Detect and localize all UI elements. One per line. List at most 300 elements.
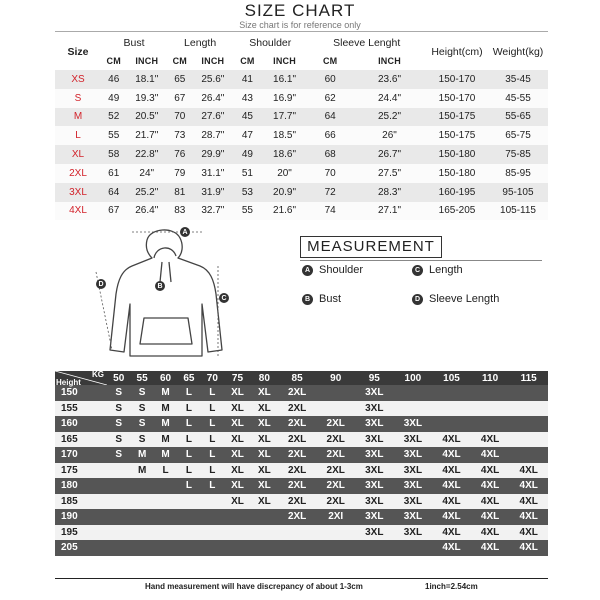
height-cell: 205	[55, 540, 107, 556]
size-cell: XL	[224, 478, 251, 494]
size-cell	[130, 494, 153, 510]
weight-header: 95	[355, 371, 394, 385]
legend-label: Bust	[319, 293, 342, 305]
size-cell: M	[130, 463, 153, 479]
table-row	[55, 89, 548, 108]
size-cell: XS	[55, 70, 101, 89]
size-cell	[201, 509, 224, 525]
size-cell: 3XL	[55, 183, 101, 202]
weight-header: 75	[224, 371, 251, 385]
table-cell: 81	[167, 183, 192, 202]
size-cell: 4XL	[471, 432, 510, 448]
size-cell	[471, 385, 510, 401]
size-table	[55, 34, 548, 220]
table-cell: 28.7"	[193, 126, 234, 145]
table-cell: 85-95	[488, 164, 548, 183]
table-row	[55, 108, 548, 127]
table-row	[55, 401, 548, 417]
size-cell: 4XL	[471, 525, 510, 541]
height-cell: 160	[55, 416, 107, 432]
table-cell: 22.8"	[126, 145, 167, 164]
legend-label: Shoulder	[319, 264, 364, 276]
size-cell	[316, 385, 355, 401]
size-cell	[432, 401, 471, 417]
table-cell: 67	[167, 89, 192, 108]
size-cell	[201, 525, 224, 541]
size-cell	[177, 525, 200, 541]
height-label: Height	[56, 378, 81, 387]
size-cell: 2XL	[316, 463, 355, 479]
size-cell: 4XL	[432, 509, 471, 525]
table-cell: 21.6"	[262, 202, 308, 221]
size-cell: M	[154, 432, 177, 448]
size-cell: XL	[224, 463, 251, 479]
table-cell: 53	[233, 183, 262, 202]
size-cell: 2XL	[316, 494, 355, 510]
size-cell: L	[201, 463, 224, 479]
size-cell	[130, 525, 153, 541]
size-cell	[224, 509, 251, 525]
table-cell: 35-45	[488, 70, 548, 89]
size-cell	[154, 478, 177, 494]
legend-letter: B	[302, 294, 313, 305]
size-cell: L	[201, 401, 224, 417]
table-row	[55, 540, 548, 556]
legend-letter: A	[302, 265, 313, 276]
size-cell: 2XL	[278, 432, 317, 448]
size-cell	[154, 509, 177, 525]
size-cell: XL	[251, 385, 278, 401]
unit-header: INCH	[201, 55, 225, 66]
table-cell: 95-105	[488, 183, 548, 202]
size-cell: 4XL	[432, 494, 471, 510]
table-cell: 20"	[262, 164, 308, 183]
table-cell: 160-195	[426, 183, 488, 202]
size-cell	[432, 385, 471, 401]
table-cell: 25.6"	[193, 70, 234, 89]
size-cell: L	[201, 478, 224, 494]
table-row	[55, 432, 548, 448]
size-cell	[278, 525, 317, 541]
size-cell: XL	[251, 416, 278, 432]
table-cell: 26.7"	[353, 145, 426, 164]
size-cell: 4XL	[55, 202, 101, 221]
weight-header: 70	[201, 371, 224, 385]
table-cell: 64	[307, 108, 353, 127]
size-cell: 2XL	[278, 447, 317, 463]
table-cell: 18.6"	[262, 145, 308, 164]
table-cell: 45	[233, 108, 262, 127]
size-cell: L	[201, 447, 224, 463]
size-cell: XL	[224, 416, 251, 432]
weight-header: 65	[177, 371, 200, 385]
marker-c: C	[219, 293, 229, 303]
kg-label: KG	[92, 370, 104, 379]
table-row	[55, 202, 548, 221]
size-cell: S	[130, 401, 153, 417]
table-row	[55, 478, 548, 494]
table-cell: 52	[101, 108, 126, 127]
table-cell: 60	[307, 70, 353, 89]
size-cell	[394, 401, 433, 417]
table-cell: 29.9"	[193, 145, 234, 164]
table-cell: 66	[307, 126, 353, 145]
size-cell: 2XL	[55, 164, 101, 183]
weight-header: 110	[471, 371, 510, 385]
height-cell: 190	[55, 509, 107, 525]
size-cell	[394, 540, 433, 556]
size-cell: 4XL	[432, 478, 471, 494]
marker-d: D	[96, 279, 106, 289]
size-cell	[509, 447, 548, 463]
table-cell: 28.3"	[353, 183, 426, 202]
size-cell: L	[177, 401, 200, 417]
table-cell: 18.5"	[262, 126, 308, 145]
size-cell: S	[130, 385, 153, 401]
size-cell: S	[55, 89, 101, 108]
table-cell: 45-55	[488, 89, 548, 108]
table-cell: 19.3"	[126, 89, 167, 108]
table-cell: 61	[101, 164, 126, 183]
size-cell: 4XL	[509, 494, 548, 510]
unit-header: CM	[240, 55, 255, 66]
size-cell: 4XL	[432, 447, 471, 463]
weight-header: 50	[107, 371, 130, 385]
table-cell: 65-75	[488, 126, 548, 145]
size-cell: XL	[224, 447, 251, 463]
table-cell: 55	[101, 126, 126, 145]
size-cell: 4XL	[432, 432, 471, 448]
unit-header: INCH	[378, 55, 401, 66]
table-cell: 49	[233, 145, 262, 164]
size-cell: 4XL	[509, 525, 548, 541]
size-cell	[177, 509, 200, 525]
size-cell: 3XL	[355, 494, 394, 510]
table-cell: 165-205	[426, 202, 488, 221]
size-cell	[251, 525, 278, 541]
size-cell: L	[201, 416, 224, 432]
hoodie-body-outline	[110, 230, 222, 356]
size-cell: 3XL	[355, 509, 394, 525]
size-cell: 4XL	[471, 447, 510, 463]
size-cell: M	[154, 447, 177, 463]
size-cell: XL	[251, 401, 278, 417]
size-cell: 4XL	[432, 525, 471, 541]
table-row	[55, 525, 548, 541]
weight-header-row	[55, 371, 548, 385]
table-cell: 23.6"	[353, 70, 426, 89]
table-cell: 46	[101, 70, 126, 89]
legend-label: Sleeve Length	[429, 293, 500, 305]
size-cell: 3XL	[394, 494, 433, 510]
size-cell	[201, 540, 224, 556]
size-cell	[316, 540, 355, 556]
table-cell: 31.1"	[193, 164, 234, 183]
size-cell: 2XL	[278, 494, 317, 510]
legend-letter: D	[412, 294, 423, 305]
size-cell: 3XL	[394, 525, 433, 541]
size-cell: 3XL	[394, 432, 433, 448]
table-cell: 58	[101, 145, 126, 164]
table-cell: 17.7"	[262, 108, 308, 127]
legend-shoulder	[302, 264, 363, 276]
size-cell: M	[154, 416, 177, 432]
size-cell: L	[177, 478, 200, 494]
height-cell: 170	[55, 447, 107, 463]
size-cell: M	[55, 108, 101, 127]
table-cell: 26"	[353, 126, 426, 145]
table-cell: 27.5"	[353, 164, 426, 183]
size-cell: S	[107, 447, 130, 463]
size-cell: L	[177, 432, 200, 448]
size-cell: 2XL	[316, 432, 355, 448]
size-cell: 4XL	[471, 540, 510, 556]
size-cell	[154, 525, 177, 541]
table-cell: 18.1"	[126, 70, 167, 89]
table-cell: 79	[167, 164, 192, 183]
size-cell	[201, 494, 224, 510]
table-row	[55, 385, 548, 401]
group-header-shoulder: Shoulder	[249, 36, 292, 49]
height-cell: 185	[55, 494, 107, 510]
size-cell: 3XL	[355, 432, 394, 448]
size-cell	[471, 401, 510, 417]
weight-header: 85	[278, 371, 317, 385]
table-cell: 47	[233, 126, 262, 145]
weight-header: 90	[316, 371, 355, 385]
unit-header: INCH	[135, 55, 159, 66]
divider	[55, 31, 548, 32]
size-cell: 3XL	[355, 416, 394, 432]
weight-header: 80	[251, 371, 278, 385]
size-cell: M	[154, 385, 177, 401]
size-cell: XL	[251, 432, 278, 448]
size-cell	[154, 540, 177, 556]
size-cell: XL	[55, 145, 101, 164]
unit-header: INCH	[273, 55, 296, 66]
table-cell: 150-170	[426, 70, 488, 89]
weight-header: Weight(kg)	[492, 46, 544, 58]
size-cell	[509, 385, 548, 401]
height-cell: 155	[55, 401, 107, 417]
table-row	[55, 447, 548, 463]
size-cell	[316, 401, 355, 417]
table-row	[55, 164, 548, 183]
size-cell	[177, 540, 200, 556]
table-row	[55, 416, 548, 432]
size-cell	[177, 494, 200, 510]
size-cell: L	[177, 385, 200, 401]
group-header-bust: Bust	[123, 36, 145, 49]
legend-length	[412, 264, 463, 276]
table-cell: 16.9"	[262, 89, 308, 108]
table-cell: 20.5"	[126, 108, 167, 127]
size-cell: S	[107, 385, 130, 401]
table-row	[55, 494, 548, 510]
height-cell: 165	[55, 432, 107, 448]
table-cell: 55-65	[488, 108, 548, 127]
legend-label: Length	[429, 264, 463, 276]
size-cell: L	[154, 463, 177, 479]
table-cell: 27.1"	[353, 202, 426, 221]
marker-a: A	[180, 227, 190, 237]
size-cell: XL	[251, 478, 278, 494]
height-cell: 180	[55, 478, 107, 494]
table-cell: 27.6"	[193, 108, 234, 127]
size-cell: XL	[224, 385, 251, 401]
corner-cell	[55, 371, 107, 385]
size-cell	[432, 416, 471, 432]
size-cell: XL	[224, 432, 251, 448]
height-cell: 150	[55, 385, 107, 401]
table-cell: 43	[233, 89, 262, 108]
table-cell: 150-180	[426, 145, 488, 164]
table-row	[55, 145, 548, 164]
size-cell: XL	[251, 447, 278, 463]
table-cell: 31.9"	[193, 183, 234, 202]
size-cell	[107, 509, 130, 525]
size-cell	[224, 525, 251, 541]
table-row	[55, 509, 548, 525]
size-cell: XL	[251, 463, 278, 479]
table-row	[55, 126, 548, 145]
table-cell: 64	[101, 183, 126, 202]
unit-header: CM	[322, 55, 338, 66]
size-cell	[278, 540, 317, 556]
size-cell: 2XL	[316, 478, 355, 494]
weight-header: 115	[509, 371, 548, 385]
table-cell: 150-175	[426, 108, 488, 127]
footer-note: Hand measurement will have discrepancy of about 1-3cm	[145, 582, 363, 591]
height-cell: 195	[55, 525, 107, 541]
table-cell: 51	[233, 164, 262, 183]
size-cell: 4XL	[432, 540, 471, 556]
size-cell: 2XL	[278, 463, 317, 479]
size-cell: M	[154, 401, 177, 417]
legend-bust	[302, 293, 341, 305]
size-cell	[394, 385, 433, 401]
table-cell: 55	[233, 202, 262, 221]
page-subtitle: Size chart is for reference only	[239, 20, 361, 30]
size-cell	[107, 478, 130, 494]
size-cell	[107, 463, 130, 479]
table-cell: 105-115	[488, 202, 548, 221]
size-cell: L	[201, 432, 224, 448]
size-cell: 3XL	[355, 525, 394, 541]
size-cell	[316, 525, 355, 541]
table-row	[55, 70, 548, 89]
table-cell: 67	[101, 202, 126, 221]
size-cell: 4XL	[471, 494, 510, 510]
size-cell: L	[177, 416, 200, 432]
table-cell: 74	[307, 202, 353, 221]
size-cell: S	[107, 401, 130, 417]
size-cell: L	[55, 126, 101, 145]
hood-inner	[154, 248, 176, 258]
legend-sleeve-length	[412, 293, 499, 305]
size-cell: 2XL	[316, 447, 355, 463]
size-cell: 4XL	[509, 509, 548, 525]
table-cell: 72	[307, 183, 353, 202]
size-cell	[107, 525, 130, 541]
group-header-sleeve: Sleeve Lenght	[333, 36, 401, 49]
size-cell	[251, 540, 278, 556]
size-cell: 3XL	[355, 447, 394, 463]
size-cell: 2XL	[278, 416, 317, 432]
size-cell	[130, 540, 153, 556]
footer	[55, 578, 548, 593]
table-cell: 20.9"	[262, 183, 308, 202]
table-cell: 83	[167, 202, 192, 221]
marker-b: B	[155, 281, 165, 291]
table-cell: 150-175	[426, 126, 488, 145]
table-cell: 150-170	[426, 89, 488, 108]
size-cell: 3XL	[355, 385, 394, 401]
size-cell	[130, 478, 153, 494]
size-cell: L	[177, 447, 200, 463]
table-cell: 41	[233, 70, 262, 89]
height-weight-table	[55, 371, 548, 556]
size-cell	[224, 540, 251, 556]
size-cell: 3XL	[394, 509, 433, 525]
size-cell: S	[107, 432, 130, 448]
size-cell	[251, 509, 278, 525]
size-cell: 3XL	[394, 447, 433, 463]
size-table-group-header	[55, 34, 548, 51]
table-cell: 21.7"	[126, 126, 167, 145]
size-cell	[107, 540, 130, 556]
table-cell: 32.7"	[193, 202, 234, 221]
size-cell: 4XL	[432, 463, 471, 479]
size-cell: 4XL	[471, 463, 510, 479]
size-cell: S	[107, 416, 130, 432]
size-cell: XL	[224, 401, 251, 417]
weight-header: 55	[130, 371, 153, 385]
size-cell: 3XL	[355, 478, 394, 494]
height-cell: 175	[55, 463, 107, 479]
table-cell: 16.1"	[262, 70, 308, 89]
footer-conversion: 1inch=2.54cm	[425, 582, 478, 591]
pocket	[140, 318, 192, 344]
table-cell: 49	[101, 89, 126, 108]
table-cell: 65	[167, 70, 192, 89]
size-cell: 3XL	[355, 463, 394, 479]
group-header-length: Length	[184, 36, 217, 49]
size-cell	[509, 416, 548, 432]
size-cell: 2XI	[316, 509, 355, 525]
size-cell: 2XL	[278, 385, 317, 401]
table-cell: 75-85	[488, 145, 548, 164]
size-cell: 4XL	[471, 509, 510, 525]
size-cell: 4XL	[509, 478, 548, 494]
size-cell: 2XL	[278, 478, 317, 494]
weight-header: 60	[154, 371, 177, 385]
size-cell: 3XL	[355, 401, 394, 417]
table-cell: 62	[307, 89, 353, 108]
size-cell: 4XL	[471, 478, 510, 494]
size-cell: 3XL	[394, 478, 433, 494]
table-cell: 76	[167, 145, 192, 164]
size-cell: M	[130, 447, 153, 463]
weight-header: 100	[394, 371, 433, 385]
size-cell	[154, 494, 177, 510]
table-cell: 25.2"	[126, 183, 167, 202]
size-cell: 2XL	[278, 401, 317, 417]
table-cell: 26.4"	[193, 89, 234, 108]
size-cell	[355, 540, 394, 556]
weight-header: 105	[432, 371, 471, 385]
measurement-title: MEASUREMENT	[300, 236, 442, 258]
